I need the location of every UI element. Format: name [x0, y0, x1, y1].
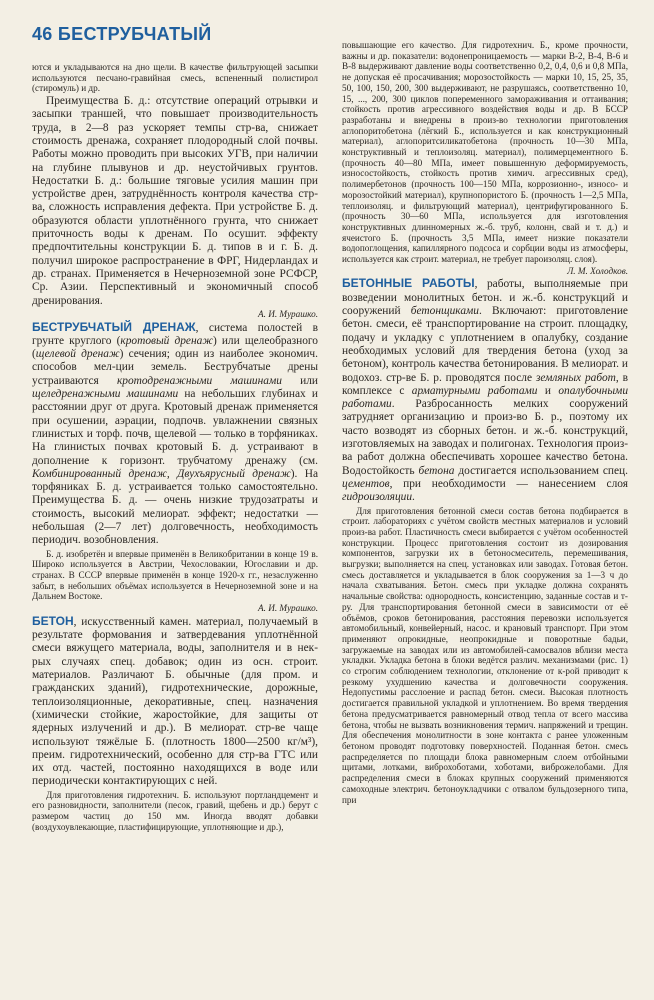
- cross-reference: кротодренажными машинами: [116, 374, 282, 387]
- cross-reference: Комбинированный дренаж, Двухъярусный дренаж: [32, 467, 291, 480]
- text-fragment: и: [537, 384, 559, 397]
- text-fragment: на небольших глубинах и расстоянии друг от друга. Кротовый дренаж применяется при осушении, аэрации, подпочв. увлажнении связных глинистых и торф. почв, щелевой — только в торфяниках. На глинистых почвах кротовый Б. д. устраивают в дополнение к горизонт. трубчатому дренажу (см.: [32, 388, 318, 467]
- author-signature-1: А. И. Мурашко.: [257, 308, 318, 319]
- article-bestrubchatyi-drenazh: [32, 321, 318, 548]
- page-header: 46 БЕСТРУБЧАТЫЙ: [32, 24, 212, 44]
- text-fragment: ) сечения; один из наиболее экономич. способов мел-ции земель. Беструбчатые дрены устраиваются: [32, 348, 318, 387]
- cross-reference: кротовый дренаж: [120, 334, 213, 347]
- cross-reference: щеледренажными машинами: [32, 388, 179, 401]
- text-fragment: , при необходимости — нанесением слоя: [389, 477, 628, 490]
- article-heading: БЕСТРУБЧАТЫЙ ДРЕНАЖ: [32, 319, 196, 334]
- paragraph-advantages: Преимущества Б. д.: отсутствие операций отрывки и засыпки траншей, что повышает производительность труда, в 2—8 раз ускоряет темпы стр-ва, снижает стоимость дренажа, сохраняет плодородный слой почвы. Работы можно проводить при высоких УГВ, при наличии на глубине плывунов и др. неустойчивых грунтов. Недостатки Б. д.: большие тяговые усилия машин при устройстве дрен, затруднённость контроля качества стр-ва, сложность исправления дефекта. При устройстве Б. д. образуются области уплотнённого грунта, что снижает приточность воды к дренам. По осушит. эффекту предпочтительны конструкции Б. д. типов в и г. Б. д. получил широкое распространение в ФРГ, Нидерландах и др. странах. Применяется в Нечерноземной зоне РСФСР, Ср. Азии. Перспективный и экономичный способ дренирования.: [32, 95, 318, 307]
- article-heading: БЕТОН: [32, 613, 74, 628]
- cross-reference: щелевой дренаж: [35, 348, 120, 361]
- text-fragment: , искусственный камен. материал, получаемый в результате формования и затвердевания уплотнённой смеси вяжущего материала, воды, заполнителя и в нек-рых случаях спец. добавок; один из осн. строит. материалов. Различают Б. обычные (для пром. и гражданских зданий), гидротехнические, дорожные, теплоизоляционные, декоративные, спец. назначения (химически стойкие, жаростойкие, для защиты от ядерных излучений и др.). В мелиорат. стр-ве чаще используют тяжёлые Б. (плотность 1800—2500 кг/м³), преим. гидротехнический, особенно для стр-ва ГТС или их отд. частей, постоянно находящихся в воде или периодически контактирующих с ней.: [32, 615, 318, 788]
- history-note: Б. д. изобретён и впервые применён в Великобритании в конце 19 в. Широко используется в Австрии, Чехословакии, Югославии и др. странах. В СССР впервые применён в конце 1920-х гг., незаслуженно забыт, в небольших объёмах используется в Нечерноземной зоне и на Дальнем Востоке.: [32, 548, 318, 602]
- text-fragment: , в комплексе с: [342, 371, 628, 397]
- text-fragment: ). На торфяниках Б. д. устраивается только самостоятельно. Преимущества Б. д. — очень низкие трудозатраты и стоимость, высокий мелиорат. эффект; недостатки — небольшая (2—7 лет) долговечность, необходимость периодич. возобновления.: [32, 467, 318, 547]
- article-heading: БЕТОННЫЕ РАБОТЫ: [342, 276, 475, 291]
- paragraph-bestrubchatyi-end: ются и укладываются на дно щели. В качестве фильтрующей засыпки используются песчано-гравийная смесь, вспененный полистирол (стиромуль) и др.: [32, 62, 318, 94]
- right-column: [342, 40, 628, 990]
- text-fragment: . Включают: приготовление бетон. смеси, её транспортирование на строит. площадку, подачу и укладку с уплотнением в опалубку, создание необходимых условий для твердения бетона (уход за бетоном), контроль качества бетонирования. В мелиорат. и водохоз. стр-ве Б. р. проводятся после: [342, 305, 628, 384]
- text-fragment: .: [412, 491, 415, 504]
- text-fragment: , система полостей в грунте круглого (: [32, 321, 318, 347]
- paragraph-gidrotekhnich-beton: Для приготовления гидротехнич. Б. используют портландцемент и его разновидности, заполнители (песок, гравий, щебень и др.) берут с размером частиц до 150 мм. Иногда вводят добавки (воздухоувлекающие, пластифицирующие, уплотняющие и др.),: [32, 789, 318, 832]
- paragraph-preparation-details: Для приготовления бетонной смеси состав бетона подбирается в строит. лабораториях с учётом свойств местных материалов и условий произ-ва работ. Пластичность смеси выбирается с учётом особенностей конструкции. Процесс приготовления состоит из дозирования компонентов, загрузки их в бетоносмеситель, перемешивания, выгрузки; выполняется на спец. установках или заводах. Готовая бетон. смесь доставляется и укладывается в блок сооружения за 1—3 ч до начала схватывания. Бетон. смесь при укладке должна сохранять начальные свойства: однородность, консистенцию, заданные состав и т-ру. Для транспортирования бетонной смеси в зависимости от её объёмов, сроков бетонирования, расстояния перевозки используется автомобильный, конвейерный, насос. и крановый транспорт. При этом применяют опрокидные, неопрокидные и поворотные бадьи, загружаемые на заводах или из автомобилей-самосвалов вблизи места укладки. Укладка бетона в блоки ведётся различ. механизмами (рис. 1) со строгим соблюдением технологии, отклонение от к-рой приводит к резкому ухудшению качества и долговечности сооружения. Недопустимы расслоение и распад бетон. смеси. Высокая плотность достигается правильной укладкой и уплотнением. Во время твердения бетона предусматривается равномерный отвод тепла от всего массива бетона, чтобы не вызвать возникновения термич. напряжений и трещин. Для обеспечения монолитности в зоне контакта с ранее уложенным бетоном проводят подготовку поверхностей. Поданная бетон. смесь распределяется по площади блока равномерным слоем отбойными щитами, лотками, виброхоботами, хоботами, виброжелобами. Для распределения смеси в блоках крупных сооружений применяются самоходные электрич. бетоноукладчики с отвалом бульдозерного типа, при: [342, 505, 628, 805]
- article-beton: [32, 615, 318, 789]
- cross-reference: бетона: [418, 464, 455, 477]
- author-signature-2: А. И. Мурашко.: [257, 603, 318, 614]
- text-fragment: достигается использованием спец.: [454, 464, 628, 477]
- cross-reference: земляных работ: [535, 371, 616, 384]
- text-fragment: или: [281, 374, 318, 387]
- left-column: [32, 62, 318, 992]
- cross-reference: опалубочными работами: [342, 384, 628, 411]
- text-fragment: , работы, выполняемые при возведении монолитных бетон. и ж.-б. конструкций и сооружений: [342, 278, 628, 318]
- paragraph-beton-properties: повышающие его качество. Для гидротехнич. Б., кроме прочности, важны и др. показатели: водонепроницаемость — марки В-2, В-4, В-6 и В-8 выдерживают давление воды соответственно 0,2, 0,4, 0,6 и 0,8 МПа, не допуская её просачивания; морозостойкость — марки 10, 15, 25, 35, 50, 100, 150, 200, 300 выдерживают, не разрушаясь, соответственно 10, 15, ..., 200, 300 циклов попеременного замораживания и оттаивания; стойкость против агрессивного воздействия воды и др. В БССР разработаны и внедрены в произ-во технологии приготовления аглопоритобетона (лёгкий Б., используется и как конструкционный материал), аглопоритсиликатобетона (прочность 10—30 МПа, конструктивный и теплоизоляц. материал), полимерцементного Б. (прочность 40—80 МПа, имеет повышенную деформируемость, износостойкость, стойкость против химич. агрессивных сред), полимербетонов (прочность 100—150 МПа, коррозионно-, износо- и морозостойкий материал), крупнопористого Б. (прочность 1—2,5 МПа, теплоизоляц. и фильтрующий материал), центрифугированного Б. (прочность 30—60 МПа, используется для изготовления конструктивных длинномерных ж.-б. труб, колонн, свай и т. д.) и ячеистого Б. (прочность 3,5 МПа, имеет низкие показатели водопоглощения, капиллярного подсоса и сорбции воды из атмосферы, используется как строит. материал, не требует пароизоляц. слоя).: [342, 40, 628, 265]
- cross-reference: арматурными работами: [411, 384, 538, 397]
- cross-reference: бетонщиками: [410, 305, 480, 318]
- cross-reference: цементов: [342, 477, 390, 490]
- article-betonnye-raboty: [342, 277, 628, 504]
- text-fragment: . Разбросанность мелких сооружений затрудняет организацию и произ-во Б. р., поэтому их часто возводят из сборных бетон. и ж.-б. конструкций, изготовляемых на заводах и полигонах. Технология произ-ва работ должна обеспечивать хорошее качество бетона. Водостойкость: [342, 398, 628, 477]
- cross-reference: гидроизоляции: [342, 491, 413, 504]
- author-signature-3: Л. М. Холодков.: [567, 265, 628, 276]
- text-fragment: ) или щелеобразного (: [32, 334, 318, 361]
